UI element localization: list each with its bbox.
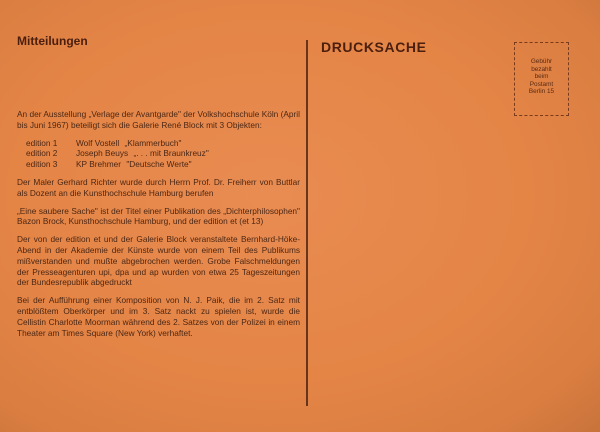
heading-mitteilungen: Mitteilungen (17, 34, 88, 48)
edition-item (17, 148, 300, 159)
stamp-line: Berlin 15 (528, 88, 555, 96)
edition-artist: Wolf Vostell (76, 137, 120, 148)
postage-paid-text (515, 58, 568, 96)
paragraph-brock: „Eine saubere Sache" ist der Titel einer Publikation des „Dichterphilosophen" Bazon Brock, Kunsthochschule Hamburg, und der edition et (et 13) (17, 205, 300, 227)
drucksache-label: DRUCKSACHE (321, 39, 427, 55)
edition-work: „. . . mit Braunkreuz" (133, 148, 209, 159)
stamp-line: beim (534, 73, 549, 81)
edition-artist: KP Brehmer (76, 159, 122, 170)
paragraph-richter: Der Maler Gerhard Richter wurde durch Herrn Prof. Dr. Freiherr von Buttlar als Dozent an die Kunsthochschule Hamburg berufen (17, 176, 300, 198)
paragraph-paik-moorman: Bei der Aufführung einer Komposition von N. J. Paik, die im 2. Satz mit entblößtem Oberkörper und im 3. Satz nackt zu spielen ist, wurde die Cellistin Charlotte Moorman während des 2. Satzes von der Polizei in einem Theater am Times Square (New York) verhaftet. (17, 295, 300, 338)
stamp-line: Gebühr (530, 58, 553, 65)
edition-list (17, 138, 300, 170)
stamp-line: Postamt (529, 80, 554, 88)
edition-work: „Klammerbuch" (124, 137, 182, 148)
paragraph-exhibition: An der Ausstellung „Verlage der Avantgarde" der Volkshochschule Köln (April bis Juni 1967) beteiligt sich die Galerie René Block mit 3 Objekten: (17, 109, 300, 130)
stamp-line: bezahlt (531, 65, 552, 73)
edition-artist: Joseph Beuys (76, 148, 129, 159)
postage-paid-box (514, 42, 569, 116)
message-column (17, 109, 300, 345)
vertical-divider (306, 40, 308, 406)
edition-item (17, 138, 300, 149)
edition-item (17, 159, 300, 170)
paragraph-hoeke-abend: Der von der edition et und der Galerie Block veranstaltete Bernhard-Höke-Abend in der Akademie der Künste wurde von einem Teil des Publikums mißverstanden und mußte abgebrochen werden. Grobe Falschmeldungen der Presseagenturen upi, dpa und ap wurden von etwa 25 Tageszeitungen der Bundesrepublik abgedruckt (17, 234, 300, 288)
edition-number: edition 2 (26, 148, 58, 159)
edition-number: edition 3 (26, 159, 58, 170)
edition-work: "Deutsche Werte" (126, 159, 192, 170)
edition-number: edition 1 (26, 137, 58, 148)
